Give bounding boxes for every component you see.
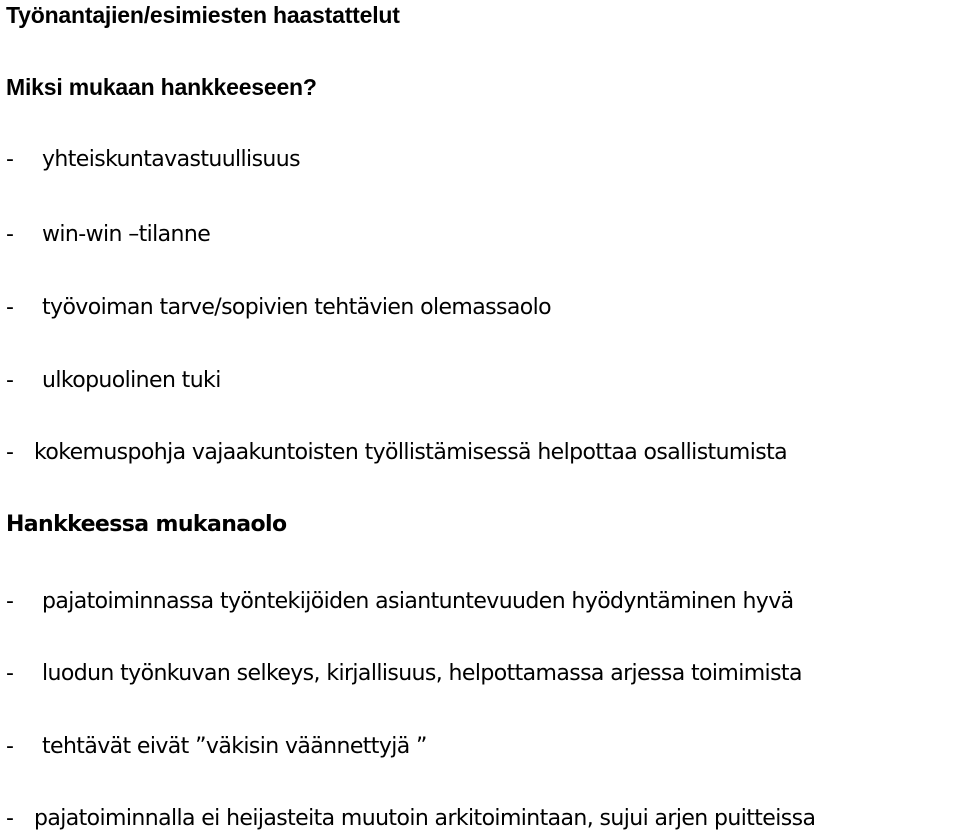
list-item-text: ulkopuolinen tuki (42, 368, 221, 393)
list-item-text: työvoiman tarve/sopivien tehtävien olemassaolo (42, 295, 551, 320)
list-item (6, 661, 802, 686)
list-item (6, 147, 300, 172)
list-bullet: - (6, 661, 14, 686)
list-item-text: yhteiskuntavastuullisuus (42, 147, 300, 172)
list-bullet: - (6, 734, 14, 759)
list-item (6, 295, 551, 320)
list-item (6, 368, 221, 393)
list-bullet: - (6, 589, 14, 614)
list-item (6, 440, 787, 465)
list-bullet: - (6, 147, 14, 172)
list-item-text: pajatoiminnassa työntekijöiden asiantuntevuuden hyödyntäminen hyvä (42, 589, 794, 614)
list-item-text: kokemuspohja vajaakuntoisten työllistämisessä helpottaa osallistumista (34, 440, 788, 465)
list-item (6, 222, 210, 247)
section-heading-participation: Hankkeessa mukanaolo (6, 512, 287, 537)
section-heading-why-join: Miksi mukaan hankkeeseen? (6, 74, 317, 100)
list-item (6, 589, 794, 614)
list-bullet: - (6, 295, 14, 320)
list-item-text: luodun työnkuvan selkeys, kirjallisuus, helpottamassa arjessa toimimista (42, 661, 802, 686)
list-item-text: win-win –tilanne (42, 222, 211, 247)
list-bullet: - (6, 440, 14, 465)
document-title: Työnantajien/esimiesten haastattelut (6, 2, 400, 28)
list-item-text: tehtävät eivät ”väkisin väännettyjä ” (42, 734, 427, 759)
list-bullet: - (6, 368, 14, 393)
list-item (6, 806, 815, 831)
list-item (6, 734, 427, 759)
list-bullet: - (6, 222, 14, 247)
list-item-text: pajatoiminnalla ei heijasteita muutoin arkitoimintaan, sujui arjen puitteissa (34, 806, 816, 831)
list-bullet: - (6, 806, 14, 831)
